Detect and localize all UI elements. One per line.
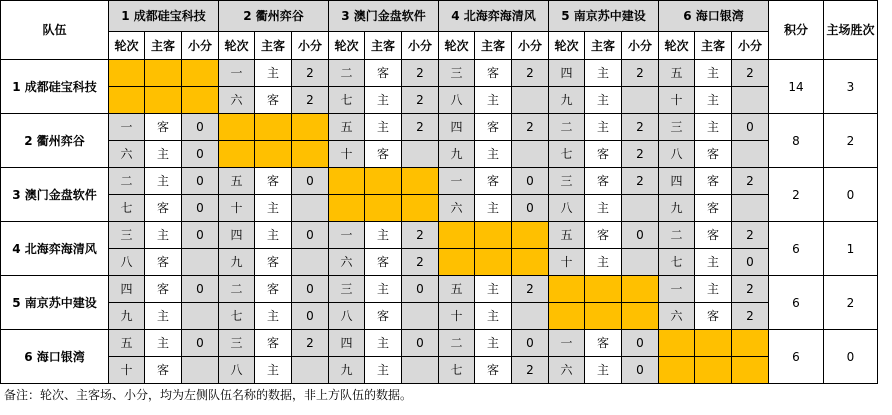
game-points-cell [292, 249, 329, 276]
home-away-cell: 主 [365, 357, 402, 384]
sub-header: 小分 [622, 32, 659, 60]
round-cell: 四 [219, 222, 255, 249]
self-match-cell [109, 60, 145, 87]
self-match-cell [255, 141, 292, 168]
game-points-cell: 2 [512, 60, 549, 87]
round-cell: 二 [439, 330, 475, 357]
table-row [1, 195, 878, 222]
game-points-cell: 2 [732, 168, 769, 195]
home-away-cell: 客 [145, 114, 182, 141]
team-home-wins: 3 [824, 60, 878, 114]
self-match-cell [329, 195, 365, 222]
team-name: 1 成都硅宝科技 [1, 60, 109, 114]
table-row [1, 114, 878, 141]
home-away-cell: 客 [475, 168, 512, 195]
game-points-cell: 2 [402, 114, 439, 141]
game-points-cell: 2 [512, 276, 549, 303]
game-points-cell [512, 141, 549, 168]
header-opponent-2: 2 衢州弈谷 [219, 1, 329, 32]
sub-header: 小分 [182, 32, 219, 60]
game-points-cell: 2 [402, 249, 439, 276]
game-points-cell: 0 [182, 168, 219, 195]
sub-header: 主客 [365, 32, 402, 60]
home-away-cell: 客 [145, 357, 182, 384]
round-cell: 十 [439, 303, 475, 330]
home-away-cell: 客 [585, 222, 622, 249]
game-points-cell [182, 357, 219, 384]
game-points-cell: 2 [732, 222, 769, 249]
home-away-cell: 客 [695, 222, 732, 249]
game-points-cell: 2 [292, 60, 329, 87]
home-away-cell: 主 [365, 276, 402, 303]
home-away-cell: 客 [255, 87, 292, 114]
sub-header: 轮次 [439, 32, 475, 60]
self-match-cell [329, 168, 365, 195]
home-away-cell: 主 [475, 87, 512, 114]
self-match-cell [659, 330, 695, 357]
round-cell: 五 [219, 168, 255, 195]
self-match-cell [439, 222, 475, 249]
home-away-cell: 主 [145, 141, 182, 168]
self-match-cell [365, 168, 402, 195]
self-match-cell [622, 276, 659, 303]
game-points-cell: 2 [732, 276, 769, 303]
self-match-cell [659, 357, 695, 384]
table-row [1, 141, 878, 168]
home-away-cell: 客 [365, 60, 402, 87]
round-cell: 四 [549, 60, 585, 87]
round-cell: 五 [549, 222, 585, 249]
team-home-wins: 0 [824, 330, 878, 384]
game-points-cell: 2 [292, 87, 329, 114]
self-match-cell [732, 330, 769, 357]
home-away-cell: 主 [585, 60, 622, 87]
round-cell: 三 [219, 330, 255, 357]
self-match-cell [695, 330, 732, 357]
home-away-cell: 客 [145, 276, 182, 303]
self-match-cell [585, 276, 622, 303]
home-away-cell: 主 [475, 195, 512, 222]
home-away-cell: 客 [475, 60, 512, 87]
self-match-cell [732, 357, 769, 384]
header-team: 队伍 [1, 1, 109, 60]
home-away-cell: 客 [145, 249, 182, 276]
home-away-cell: 主 [585, 87, 622, 114]
game-points-cell: 2 [732, 60, 769, 87]
team-home-wins: 1 [824, 222, 878, 276]
team-score: 6 [769, 330, 824, 384]
round-cell: 七 [219, 303, 255, 330]
round-cell: 二 [109, 168, 145, 195]
home-away-cell: 主 [695, 249, 732, 276]
home-away-cell: 主 [585, 195, 622, 222]
team-name: 3 澳门金盘软件 [1, 168, 109, 222]
game-points-cell: 2 [512, 114, 549, 141]
round-cell: 八 [219, 357, 255, 384]
game-points-cell: 0 [622, 357, 659, 384]
round-cell: 六 [219, 87, 255, 114]
game-points-cell: 0 [182, 330, 219, 357]
home-away-cell: 主 [475, 276, 512, 303]
table-row [1, 222, 878, 249]
home-away-cell: 客 [365, 303, 402, 330]
round-cell: 二 [329, 60, 365, 87]
self-match-cell [292, 114, 329, 141]
team-name: 4 北海弈海清风 [1, 222, 109, 276]
home-away-cell: 主 [145, 168, 182, 195]
round-cell: 十 [549, 249, 585, 276]
table-row [1, 249, 878, 276]
game-points-cell [732, 141, 769, 168]
round-cell: 七 [439, 357, 475, 384]
self-match-cell [402, 195, 439, 222]
sub-header: 小分 [292, 32, 329, 60]
self-match-cell [622, 303, 659, 330]
game-points-cell: 2 [292, 330, 329, 357]
team-home-wins: 0 [824, 168, 878, 222]
home-away-cell: 主 [695, 114, 732, 141]
round-cell: 九 [659, 195, 695, 222]
sub-header: 主客 [695, 32, 732, 60]
table-row [1, 303, 878, 330]
home-away-cell: 主 [145, 330, 182, 357]
game-points-cell [402, 141, 439, 168]
game-points-cell: 0 [292, 276, 329, 303]
round-cell: 八 [109, 249, 145, 276]
home-away-cell: 主 [585, 249, 622, 276]
game-points-cell [292, 195, 329, 222]
round-cell: 五 [109, 330, 145, 357]
sub-header: 小分 [402, 32, 439, 60]
round-cell: 十 [219, 195, 255, 222]
round-cell: 四 [439, 114, 475, 141]
round-cell: 一 [109, 114, 145, 141]
table-row [1, 168, 878, 195]
game-points-cell: 0 [292, 168, 329, 195]
game-points-cell: 0 [182, 276, 219, 303]
table-row [1, 330, 878, 357]
round-cell: 三 [109, 222, 145, 249]
header-home-wins: 主场胜次 [824, 1, 878, 60]
sub-header: 主客 [255, 32, 292, 60]
sub-header: 主客 [145, 32, 182, 60]
home-away-cell: 主 [365, 114, 402, 141]
header-opponent-4: 4 北海弈海清风 [439, 1, 549, 32]
table-row [1, 357, 878, 384]
home-away-cell: 主 [255, 303, 292, 330]
round-cell: 八 [659, 141, 695, 168]
self-match-cell [549, 276, 585, 303]
game-points-cell [512, 87, 549, 114]
home-away-cell: 客 [695, 195, 732, 222]
round-cell: 一 [659, 276, 695, 303]
self-match-cell [512, 222, 549, 249]
game-points-cell [292, 357, 329, 384]
game-points-cell: 0 [622, 222, 659, 249]
team-score: 2 [769, 168, 824, 222]
home-away-cell: 主 [695, 60, 732, 87]
round-cell: 四 [659, 168, 695, 195]
self-match-cell [145, 60, 182, 87]
self-match-cell [475, 249, 512, 276]
game-points-cell: 0 [182, 141, 219, 168]
self-match-cell [585, 303, 622, 330]
game-points-cell [402, 303, 439, 330]
home-away-cell: 主 [255, 357, 292, 384]
game-points-cell [622, 87, 659, 114]
game-points-cell: 2 [732, 303, 769, 330]
game-points-cell: 0 [402, 276, 439, 303]
home-away-cell: 主 [475, 303, 512, 330]
sub-header: 小分 [512, 32, 549, 60]
round-cell: 二 [219, 276, 255, 303]
round-cell: 六 [109, 141, 145, 168]
round-cell: 十 [109, 357, 145, 384]
home-away-cell: 主 [365, 330, 402, 357]
home-away-cell: 主 [695, 276, 732, 303]
self-match-cell [255, 114, 292, 141]
home-away-cell: 主 [365, 222, 402, 249]
header-opponent-6: 6 海口银湾 [659, 1, 769, 32]
sub-header: 轮次 [659, 32, 695, 60]
round-cell: 四 [109, 276, 145, 303]
round-cell: 七 [329, 87, 365, 114]
sub-header: 小分 [732, 32, 769, 60]
game-points-cell: 0 [182, 195, 219, 222]
header-opponent-1: 1 成都硅宝科技 [109, 1, 219, 32]
round-cell: 九 [329, 357, 365, 384]
round-cell: 九 [219, 249, 255, 276]
round-cell: 九 [439, 141, 475, 168]
sub-header: 轮次 [329, 32, 365, 60]
self-match-cell [292, 141, 329, 168]
game-points-cell: 2 [622, 141, 659, 168]
round-cell: 一 [329, 222, 365, 249]
home-away-cell: 客 [475, 357, 512, 384]
sub-header: 轮次 [109, 32, 145, 60]
self-match-cell [402, 168, 439, 195]
game-points-cell: 0 [512, 168, 549, 195]
team-score: 14 [769, 60, 824, 114]
game-points-cell: 0 [182, 222, 219, 249]
game-points-cell [182, 249, 219, 276]
table-row [1, 276, 878, 303]
home-away-cell: 主 [255, 60, 292, 87]
game-points-cell: 0 [732, 249, 769, 276]
team-score: 6 [769, 222, 824, 276]
self-match-cell [219, 114, 255, 141]
self-match-cell [549, 303, 585, 330]
round-cell: 七 [109, 195, 145, 222]
game-points-cell [182, 303, 219, 330]
home-away-cell: 主 [365, 87, 402, 114]
game-points-cell: 0 [292, 222, 329, 249]
round-cell: 九 [109, 303, 145, 330]
round-cell: 一 [439, 168, 475, 195]
home-away-cell: 主 [145, 303, 182, 330]
team-score: 6 [769, 276, 824, 330]
self-match-cell [695, 357, 732, 384]
home-away-cell: 客 [145, 195, 182, 222]
round-cell: 十 [329, 141, 365, 168]
game-points-cell: 0 [292, 303, 329, 330]
home-away-cell: 客 [365, 141, 402, 168]
self-match-cell [182, 60, 219, 87]
home-away-cell: 主 [695, 87, 732, 114]
home-away-cell: 客 [255, 276, 292, 303]
game-points-cell [732, 195, 769, 222]
team-score: 8 [769, 114, 824, 168]
home-away-cell: 客 [475, 114, 512, 141]
game-points-cell: 2 [512, 357, 549, 384]
round-cell: 五 [439, 276, 475, 303]
home-away-cell: 主 [255, 222, 292, 249]
sub-header: 主客 [585, 32, 622, 60]
self-match-cell [219, 141, 255, 168]
home-away-cell: 客 [695, 168, 732, 195]
team-name: 6 海口银湾 [1, 330, 109, 384]
table-row [1, 60, 878, 87]
round-cell: 一 [549, 330, 585, 357]
home-away-cell: 主 [145, 222, 182, 249]
team-home-wins: 2 [824, 276, 878, 330]
home-away-cell: 客 [695, 303, 732, 330]
home-away-cell: 客 [695, 141, 732, 168]
home-away-cell: 客 [255, 249, 292, 276]
round-cell: 六 [439, 195, 475, 222]
game-points-cell [732, 87, 769, 114]
self-match-cell [475, 222, 512, 249]
game-points-cell: 2 [402, 222, 439, 249]
round-cell: 七 [659, 249, 695, 276]
home-away-cell: 主 [585, 114, 622, 141]
home-away-cell: 主 [585, 357, 622, 384]
round-cell: 六 [549, 357, 585, 384]
team-name: 2 衢州弈谷 [1, 114, 109, 168]
round-cell: 六 [659, 303, 695, 330]
home-away-cell: 主 [475, 330, 512, 357]
game-points-cell: 0 [402, 330, 439, 357]
round-cell: 八 [439, 87, 475, 114]
table-row [1, 87, 878, 114]
self-match-cell [512, 249, 549, 276]
round-cell: 三 [659, 114, 695, 141]
round-cell: 八 [549, 195, 585, 222]
game-points-cell: 0 [512, 330, 549, 357]
sub-header: 轮次 [549, 32, 585, 60]
self-match-cell [109, 87, 145, 114]
sub-header: 主客 [475, 32, 512, 60]
round-cell: 五 [329, 114, 365, 141]
game-points-cell: 0 [732, 114, 769, 141]
header-opponent-5: 5 南京苏中建设 [549, 1, 659, 32]
header-score: 积分 [769, 1, 824, 60]
game-points-cell: 0 [512, 195, 549, 222]
round-cell: 三 [549, 168, 585, 195]
round-cell: 八 [329, 303, 365, 330]
home-away-cell: 主 [475, 141, 512, 168]
home-away-cell: 客 [585, 141, 622, 168]
round-cell: 六 [329, 249, 365, 276]
game-points-cell: 2 [402, 87, 439, 114]
home-away-cell: 主 [255, 195, 292, 222]
game-points-cell: 0 [182, 114, 219, 141]
round-cell: 四 [329, 330, 365, 357]
self-match-cell [182, 87, 219, 114]
sub-header: 轮次 [219, 32, 255, 60]
self-match-cell [365, 195, 402, 222]
home-away-cell: 客 [585, 330, 622, 357]
game-points-cell [512, 303, 549, 330]
round-cell: 二 [659, 222, 695, 249]
round-cell: 三 [329, 276, 365, 303]
game-points-cell [622, 195, 659, 222]
game-points-cell: 2 [622, 114, 659, 141]
home-away-cell: 客 [365, 249, 402, 276]
self-match-cell [145, 87, 182, 114]
team-home-wins: 2 [824, 114, 878, 168]
home-away-cell: 客 [255, 330, 292, 357]
home-away-cell: 客 [255, 168, 292, 195]
game-points-cell: 2 [402, 60, 439, 87]
round-cell: 一 [219, 60, 255, 87]
round-cell: 十 [659, 87, 695, 114]
game-points-cell [402, 357, 439, 384]
round-cell: 五 [659, 60, 695, 87]
game-points-cell: 2 [622, 168, 659, 195]
header-opponent-3: 3 澳门金盘软件 [329, 1, 439, 32]
round-cell: 二 [549, 114, 585, 141]
self-match-cell [439, 249, 475, 276]
game-points-cell: 2 [622, 60, 659, 87]
team-name: 5 南京苏中建设 [1, 276, 109, 330]
round-cell: 七 [549, 141, 585, 168]
game-points-cell [622, 249, 659, 276]
round-cell: 三 [439, 60, 475, 87]
footnote: 备注：轮次、主客场、小分，均为左侧队伍名称的数据，非上方队伍的数据。 [4, 388, 413, 402]
home-away-cell: 客 [585, 168, 622, 195]
round-cell: 九 [549, 87, 585, 114]
game-points-cell: 0 [622, 330, 659, 357]
